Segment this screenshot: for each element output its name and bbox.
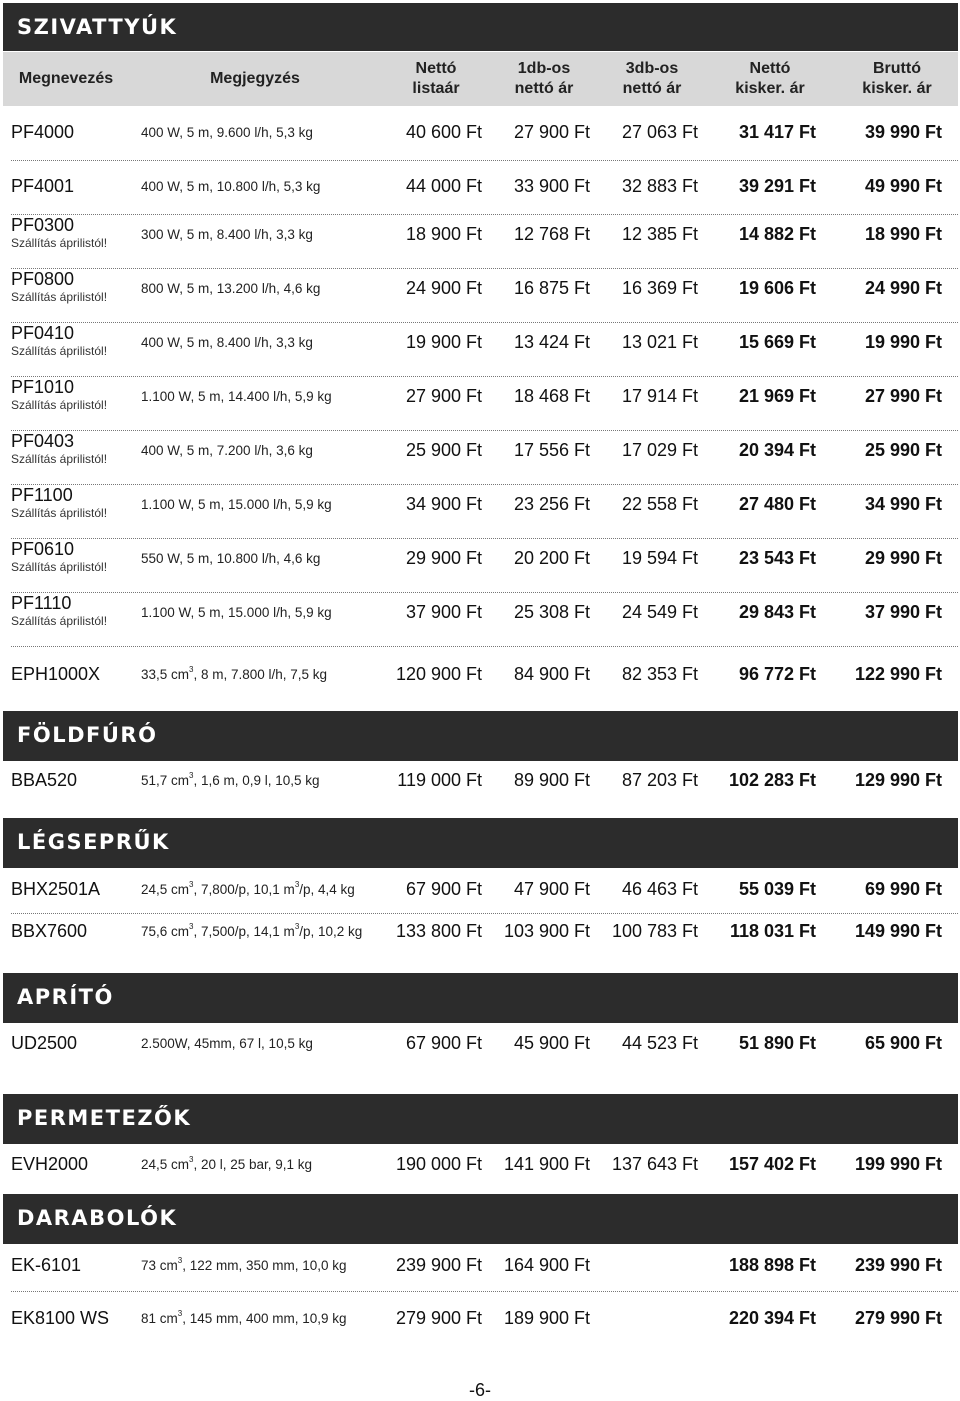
product-spec: 24,5 $cm^3$, 7,800/p, 10,1 $m^3/p$, 4,4 kg [141,880,355,897]
price-p5: 49 990 Ft [864,176,942,196]
price-p1: 279 900 Ft [395,1308,482,1328]
availability-note: Szállítás áprilistól! [11,614,108,628]
header-line: Bruttó [873,60,921,77]
price-p5: 25 990 Ft [864,440,942,460]
product-name: PF4000 [11,122,75,142]
price-p1: 40 600 Ft [405,122,482,142]
product-spec: 81 $cm^3$, 145 mm, 400 mm, 10,9 kg [141,1309,347,1326]
price-p3: 17 914 Ft [621,386,698,406]
price-p1: 67 900 Ft [405,879,482,899]
price-p5: 27 990 Ft [864,386,942,406]
product-name: EK-6101 [11,1255,82,1275]
row-separator [11,484,958,485]
price-p5: 39 990 Ft [864,122,942,142]
price-p4: 29 843 Ft [738,602,816,622]
price-p2: 164 900 Ft [503,1255,590,1275]
price-p1: 25 900 Ft [405,440,482,460]
price-p4: 102 283 Ft [728,770,816,790]
price-p2: 20 200 Ft [513,548,590,568]
product-spec: 400 W, 5 m, 8.400 l/h, 3,3 kg [141,335,313,350]
product-name: PF1110 [11,593,72,613]
price-p5: 122 990 Ft [854,664,942,684]
price-p1: 44 000 Ft [405,176,482,196]
price-p3: 27 063 Ft [621,122,698,142]
price-p4: 188 898 Ft [728,1255,816,1275]
row-separator [11,1291,958,1292]
product-spec: 400 W, 5 m, 9.600 l/h, 5,3 kg [141,125,313,140]
product-name: PF0403 [11,431,75,451]
price-p3: 44 523 Ft [621,1033,698,1053]
product-name: PF1100 [11,485,73,505]
row-separator [11,376,958,377]
header-line: nettó ár [514,80,574,97]
price-p5: 37 990 Ft [864,602,942,622]
row-separator [11,160,958,161]
price-p1: 37 900 Ft [405,602,482,622]
price-p1: 120 900 Ft [395,664,482,684]
price-p4: 20 394 Ft [738,440,816,460]
price-p2: 16 875 Ft [513,278,590,298]
price-p4: 21 969 Ft [738,386,816,406]
availability-note: Szállítás áprilistól! [11,398,108,412]
price-p1: 190 000 Ft [395,1154,482,1174]
row-separator [11,592,958,593]
row-separator [11,646,958,647]
product-spec: 800 W, 5 m, 13.200 l/h, 4,6 kg [141,281,321,296]
price-p1: 24 900 Ft [405,278,482,298]
header-line: Nettó [415,60,457,77]
header-line: kisker. ár [862,80,932,97]
header-line: listaár [412,80,460,97]
price-p2: 84 900 Ft [513,664,590,684]
price-p3: 24 549 Ft [621,602,698,622]
price-p2: 103 900 Ft [503,921,590,941]
price-p2: 89 900 Ft [513,770,590,790]
price-p1: 18 900 Ft [405,224,482,244]
price-p5: 129 990 Ft [854,770,942,790]
product-spec: 24,5 $cm^3$, 20 l, 25 bar, 9,1 kg [141,1155,313,1172]
price-p4: 220 394 Ft [728,1308,816,1328]
price-p5: 29 990 Ft [864,548,942,568]
row-separator [11,538,958,539]
header-note: Megjegyzés [210,70,300,87]
availability-note: Szállítás áprilistól! [11,236,108,250]
header-line: kisker. ár [735,80,805,97]
product-name: PF0410 [11,323,75,343]
row-separator [11,214,958,215]
price-p1: 29 900 Ft [405,548,482,568]
section-title: APRÍTÓ [17,985,114,1009]
product-name: PF0300 [11,215,75,235]
header-line: Nettó [749,60,791,77]
product-name: PF0610 [11,539,75,559]
price-p3: 13 021 Ft [621,332,698,352]
product-spec: 33,5 $cm^3$, 8 m, 7.800 l/h, 7,5 kg [141,665,328,682]
section-title: SZIVATTYÚK [17,15,178,39]
product-name: EK8100 WS [11,1308,110,1328]
availability-note: Szállítás áprilistól! [11,290,108,304]
price-p5: 279 990 Ft [854,1308,942,1328]
price-p2: 18 468 Ft [513,386,590,406]
product-name: PF4001 [11,176,75,196]
section-title: LÉGSEPRŰK [17,830,170,854]
header-line: nettó ár [622,80,682,97]
price-p5: 199 990 Ft [854,1154,942,1174]
header-line: 3db-os [625,60,679,77]
header-three-pc [602,59,702,99]
price-p1: 119 000 Ft [397,770,482,790]
price-p4: 31 417 Ft [738,122,816,142]
product-spec: 51,7 $cm^3$, 1,6 m, 0,9 l, 10,5 kg [141,771,320,788]
price-p5: 239 990 Ft [854,1255,942,1275]
header-netto-list [386,59,486,99]
price-p4: 14 882 Ft [738,224,816,244]
price-p2: 189 900 Ft [503,1308,590,1328]
price-p4: 51 890 Ft [738,1033,816,1053]
price-p1: 27 900 Ft [405,386,482,406]
price-p2: 141 900 Ft [503,1154,590,1174]
price-p5: 18 990 Ft [864,224,942,244]
price-p2: 13 424 Ft [513,332,590,352]
product-name: BBX7600 [11,921,88,941]
price-p1: 239 900 Ft [395,1255,482,1275]
price-p3: 82 353 Ft [621,664,698,684]
header-netto-retail [720,59,820,99]
price-p1: 67 900 Ft [405,1033,482,1053]
page-number: -6- [469,1380,491,1400]
product-name: UD2500 [11,1033,78,1053]
price-p3: 12 385 Ft [621,224,698,244]
price-p4: 96 772 Ft [738,664,816,684]
header-line: 1db-os [517,60,571,77]
header-name: Megnevezés [18,70,114,87]
product-spec: 550 W, 5 m, 10.800 l/h, 4,6 kg [141,551,321,566]
price-p2: 27 900 Ft [513,122,590,142]
availability-note: Szállítás áprilistól! [11,506,108,520]
price-p5: 34 990 Ft [864,494,942,514]
price-p1: 34 900 Ft [405,494,482,514]
price-p3: 22 558 Ft [621,494,698,514]
row-separator [11,268,958,269]
product-name: BBA520 [11,770,78,790]
price-p5: 69 990 Ft [864,879,942,899]
product-spec: 75,6 $cm^3$, 7,500/p, 14,1 $m^3/p$, 10,2 kg [141,922,363,939]
product-name: PF1010 [11,377,75,397]
price-p3: 46 463 Ft [621,879,698,899]
price-p3: 16 369 Ft [621,278,698,298]
price-p3: 32 883 Ft [621,176,698,196]
price-p4: 157 402 Ft [728,1154,816,1174]
price-p4: 23 543 Ft [738,548,816,568]
product-name: BHX2501A [11,879,101,899]
price-p3: 17 029 Ft [621,440,698,460]
price-p1: 133 800 Ft [395,921,482,941]
product-spec: 73 $cm^3$, 122 mm, 350 mm, 10,0 kg [141,1256,347,1273]
price-p5: 65 900 Ft [864,1033,942,1053]
price-p4: 19 606 Ft [738,278,816,298]
row-separator [11,322,958,323]
product-spec: 1.100 W, 5 m, 14.400 l/h, 5,9 kg [141,389,332,404]
product-name: EPH1000X [11,664,101,684]
section-bar [3,973,958,1023]
product-spec: 400 W, 5 m, 7.200 l/h, 3,6 kg [141,443,313,458]
price-p2: 33 900 Ft [513,176,590,196]
product-spec: 2.500W, 45mm, 67 l, 10,5 kg [141,1036,313,1051]
price-p4: 39 291 Ft [738,176,816,196]
availability-note: Szállítás áprilistól! [11,344,108,358]
price-p1: 19 900 Ft [405,332,482,352]
price-p2: 45 900 Ft [513,1033,590,1053]
section-title: PERMETEZŐK [17,1106,192,1130]
header-one-pc [494,59,594,99]
product-spec: 1.100 W, 5 m, 15.000 l/h, 5,9 kg [141,497,332,512]
price-p5: 19 990 Ft [864,332,942,352]
availability-note: Szállítás áprilistól! [11,452,108,466]
price-p4: 55 039 Ft [738,879,816,899]
product-spec: 300 W, 5 m, 8.400 l/h, 3,3 kg [141,227,313,242]
price-p4: 118 031 Ft [729,921,816,941]
section-title: DARABOLÓK [17,1206,178,1230]
row-separator [11,430,958,431]
price-p4: 15 669 Ft [738,332,816,352]
header-brutto-retail [842,59,952,99]
price-p2: 17 556 Ft [513,440,590,460]
price-p2: 23 256 Ft [513,494,590,514]
product-spec: 400 W, 5 m, 10.800 l/h, 5,3 kg [141,179,321,194]
availability-note: Szállítás áprilistól! [11,560,108,574]
section-title: FÖLDFÚRÓ [17,723,158,747]
product-spec: 1.100 W, 5 m, 15.000 l/h, 5,9 kg [141,605,332,620]
product-name: PF0800 [11,269,75,289]
price-p2: 12 768 Ft [513,224,590,244]
price-p3: 87 203 Ft [621,770,698,790]
row-separator [11,913,958,914]
price-p2: 47 900 Ft [513,879,590,899]
price-p5: 149 990 Ft [854,921,942,941]
price-p4: 27 480 Ft [738,494,816,514]
price-p5: 24 990 Ft [864,278,942,298]
price-p3: 100 783 Ft [611,921,698,941]
product-name: EVH2000 [11,1154,89,1174]
price-p3: 19 594 Ft [621,548,698,568]
price-p2: 25 308 Ft [513,602,590,622]
price-p3: 137 643 Ft [611,1154,698,1174]
